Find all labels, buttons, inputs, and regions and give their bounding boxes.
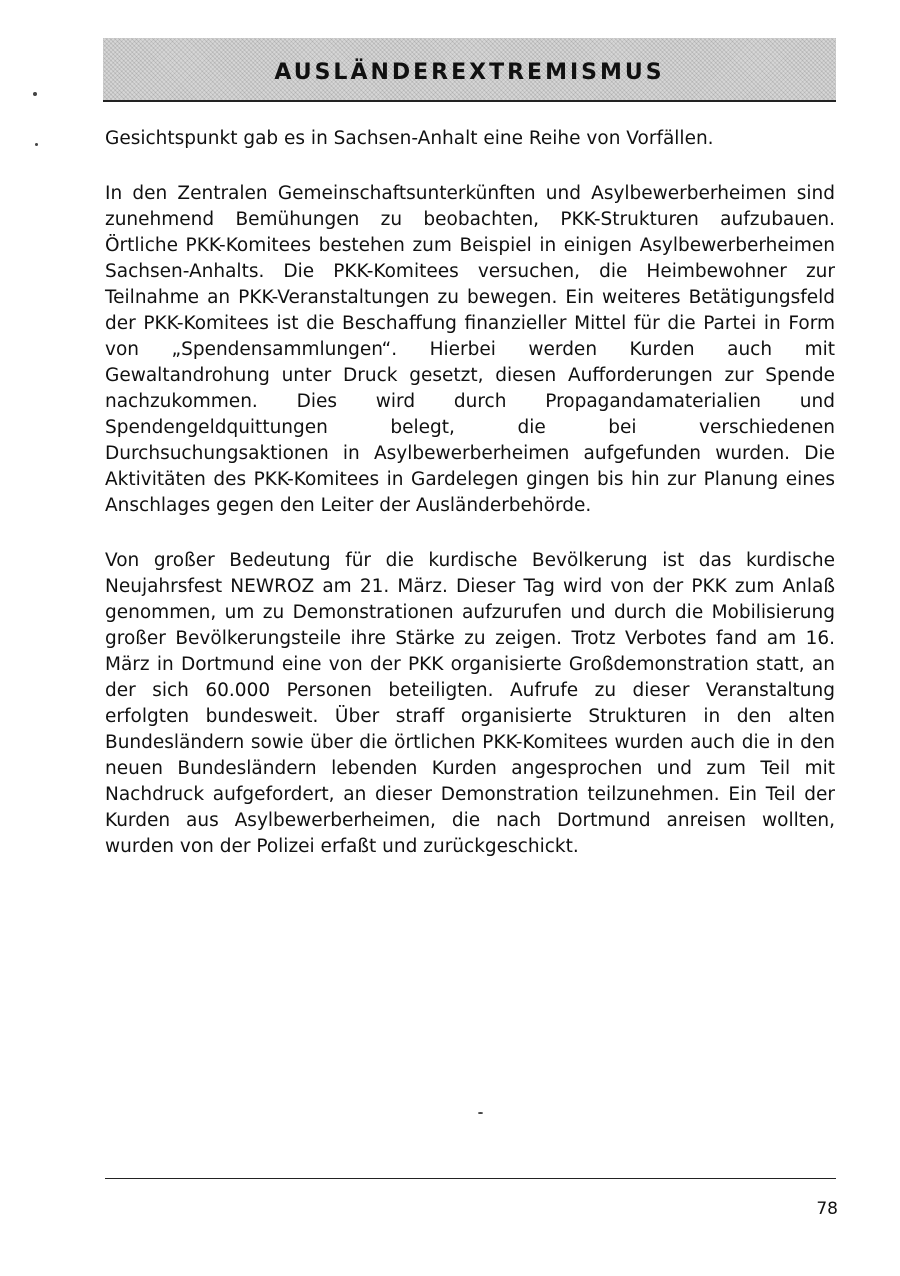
scan-speck <box>33 92 37 96</box>
paragraph-newroz: Von großer Bedeutung für die kurdische Bevölkerung ist das kurdische Neujahrsfest NEWROZ am 21. März. Dieser Tag wird von der PKK zum Anlaß genommen, um zu Demonstrationen aufzurufen und durch die Mobilisierung großer Bevölkerungsteile ihre Stärke zu zeigen. Trotz Verbotes fand am 16. März in Dortmund eine von der PKK organisierte Großdemonstration statt, an der sich 60.000 Personen beteiligten. Aufrufe zu dieser Veranstaltung erfolgten bundesweit. Über straff organisierte Strukturen in den alten Bundesländern sowie über die örtlichen PKK-Komitees wurden auch die in den neuen Bundesländern lebenden Kurden angesprochen und zum Teil mit Nachdruck aufgefordert, an dieser Demonstration teilzunehmen. Ein Teil der Kurden aus Asylbewerberheimen, die nach Dortmund anreisen wollten, wurden von der Polizei erfaßt und zurückgeschickt. <box>105 550 835 857</box>
footer-rule <box>105 1178 836 1179</box>
scan-speck <box>35 143 38 146</box>
scan-speck <box>478 1112 483 1114</box>
section-title: AUSLÄNDEREXTREMISMUS <box>274 60 665 85</box>
body-text <box>105 126 835 889</box>
header-rule <box>103 100 836 102</box>
paragraph-continuation: Gesichtspunkt gab es in Sachsen-Anhalt eine Reihe von Vorfällen. <box>105 128 714 149</box>
paragraph-pkk-structures: In den Zentralen Gemeinschaftsunterkünften und Asylbewerberheimen sind zunehmend Bemühungen zu beobachten, PKK-Strukturen aufzubauen. Örtliche PKK-Komitees bestehen zum Beispiel in einigen Asylbewerberheimen Sachsen-Anhalts. Die PKK-Komitees versuchen, die Heimbewohner zur Teilnahme an PKK-Veranstaltungen zu bewegen. Ein weiteres Betätigungsfeld der PKK-Komitees ist die Beschaffung finanzieller Mittel für die Partei in Form von „Spendensammlungen“. Hierbei werden Kurden auch mit Gewaltandrohung unter Druck gesetzt, diesen Aufforderungen zur Spende nachzukommen. Dies wird durch Propagandamaterialien und Spendengeldquittungen belegt, die bei verschiedenen Durchsuchungsaktionen in Asylbewerberheimen aufgefunden wurden. Die Aktivitäten des PKK-Komitees in Gardelegen gingen bis hin zur Planung eines Anschlages gegen den Leiter der Ausländerbehörde. <box>105 183 835 516</box>
page-number: 78 <box>816 1199 838 1219</box>
